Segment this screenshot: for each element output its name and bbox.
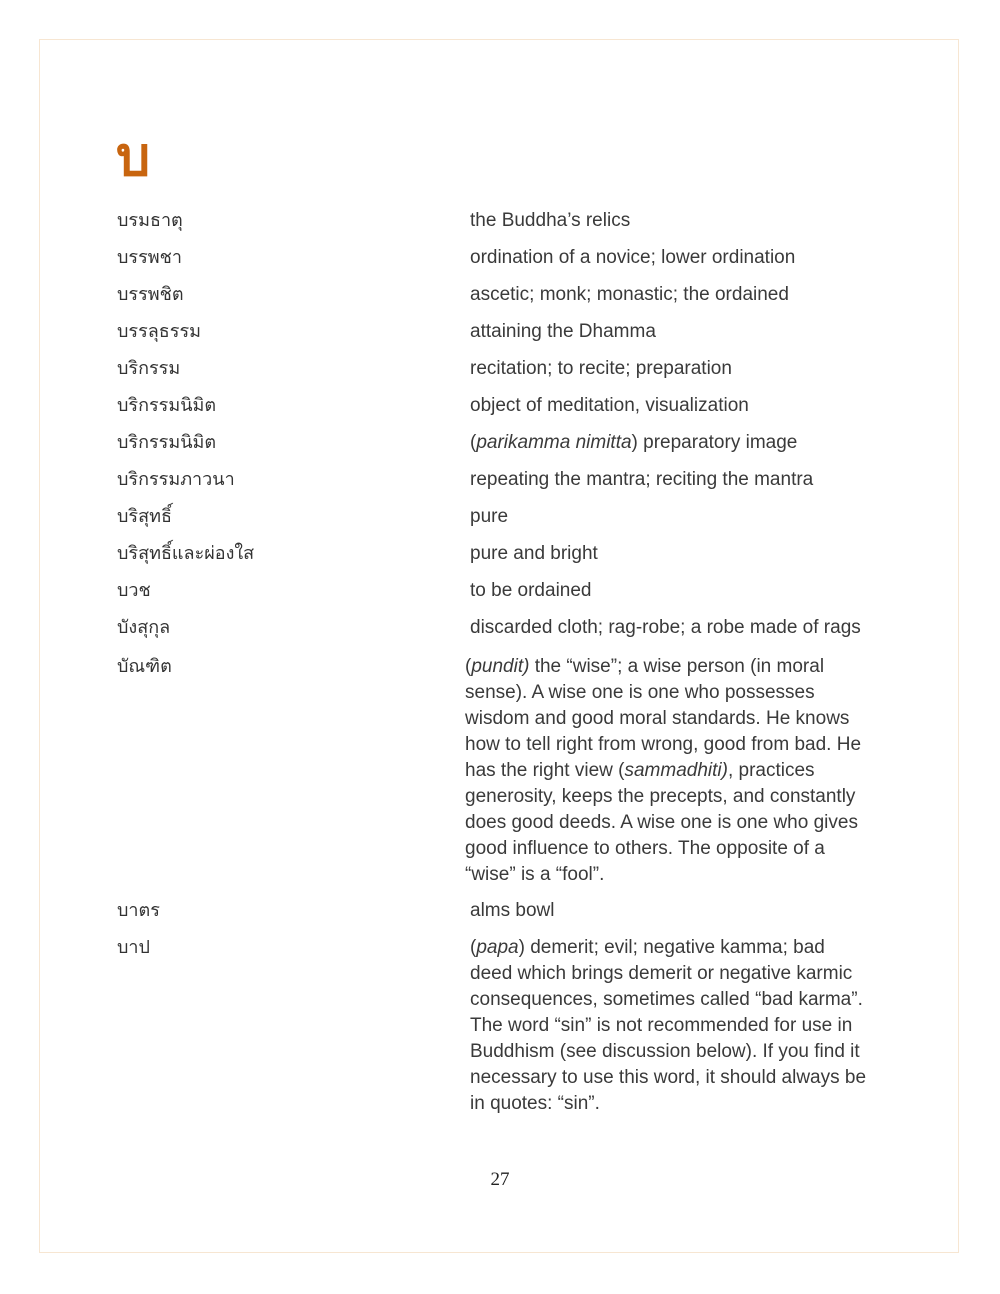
definition-text: the “wise”; a wise person (in moral xyxy=(529,656,825,677)
definition-text: , practices xyxy=(727,760,815,781)
entry-term: บริสุทธิ์ xyxy=(117,506,172,527)
definition-line: consequences, sometimes called “bad karma”. xyxy=(470,989,863,1010)
pali-term: papa xyxy=(476,937,519,958)
pali-term: parikamma nimitta xyxy=(476,432,632,453)
definition-text: ( xyxy=(470,432,477,453)
definition-text: ( xyxy=(465,656,472,677)
entry-term: บริกรรมนิมิต xyxy=(117,432,217,453)
entry-definition xyxy=(470,935,890,1117)
entry-definition: pure and bright xyxy=(470,543,598,564)
definition-line: The word “sin” is not recommended for use in xyxy=(470,1015,853,1036)
entry-definition xyxy=(470,430,890,456)
definition-line: in quotes: “sin”. xyxy=(470,1093,600,1114)
definition-line: how to tell right from wrong, good from bad. He xyxy=(465,734,862,755)
definition-text: ) preparatory image xyxy=(631,432,798,453)
definition-line: sense). A wise one is one who possesses xyxy=(465,682,815,703)
definition-line: wisdom and good moral standards. He knows xyxy=(465,708,850,729)
entry-definition xyxy=(465,654,890,888)
entry-definition: ordination of a novice; lower ordination xyxy=(470,247,796,268)
entry-definition: alms bowl xyxy=(470,900,555,921)
entry-definition: object of meditation, visualization xyxy=(470,395,749,416)
entry-term: บริสุทธิ์และผ่องใส xyxy=(117,543,255,564)
definition-text: ( xyxy=(470,937,477,958)
entry-term: บาตร xyxy=(117,900,160,921)
entry-definition: attaining the Dhamma xyxy=(470,321,656,342)
entry-term: บริกรรมภาวนา xyxy=(117,469,235,490)
entry-term: บังสุกุล xyxy=(117,617,171,638)
definition-line: Buddhism (see discussion below). If you find it xyxy=(470,1041,860,1062)
entry-term: บริกรรมนิมิต xyxy=(117,395,217,416)
definition-line: deed which brings demerit or negative karmic xyxy=(470,963,853,984)
entry-term: บริกรรม xyxy=(117,358,181,379)
definition-text: has the right view ( xyxy=(465,760,625,781)
page-number: 27 xyxy=(490,1169,510,1190)
entry-definition: pure xyxy=(470,506,509,527)
pali-term: pundit) xyxy=(471,656,530,677)
definition-text: ) demerit; evil; negative kamma; bad xyxy=(518,937,825,958)
entry-term: บรรลุธรรม xyxy=(117,321,201,342)
entry-term: บัณฑิต xyxy=(117,656,172,677)
definition-line: generosity, keeps the precepts, and constantly xyxy=(465,786,856,807)
section-letter: บ xyxy=(116,125,151,188)
definition-line: good influence to others. The opposite of a xyxy=(465,838,825,859)
entry-definition: the Buddha’s relics xyxy=(470,210,631,231)
definition-line xyxy=(465,654,890,680)
definition-line: “wise” is a “fool”. xyxy=(465,864,605,885)
entry-definition: ascetic; monk; monastic; the ordained xyxy=(470,284,789,305)
entry-term: บรมธาตุ xyxy=(117,210,183,231)
entry-term: บรรพชิต xyxy=(117,284,184,305)
definition-line: necessary to use this word, it should always be xyxy=(470,1067,867,1088)
entry-definition: repeating the mantra; reciting the mantra xyxy=(470,469,814,490)
entry-term: บาป xyxy=(117,937,150,958)
entry-definition: recitation; to recite; preparation xyxy=(470,358,732,379)
entry-term: บวช xyxy=(117,580,151,601)
entry-term: บรรพชา xyxy=(117,247,182,268)
definition-line xyxy=(470,935,890,961)
pali-term: sammadhiti) xyxy=(624,760,728,781)
entry-definition: discarded cloth; rag-robe; a robe made of rags xyxy=(470,617,861,638)
definition-line xyxy=(465,758,890,784)
definition-line: does good deeds. A wise one is one who gives xyxy=(465,812,858,833)
entry-definition: to be ordained xyxy=(470,580,592,601)
